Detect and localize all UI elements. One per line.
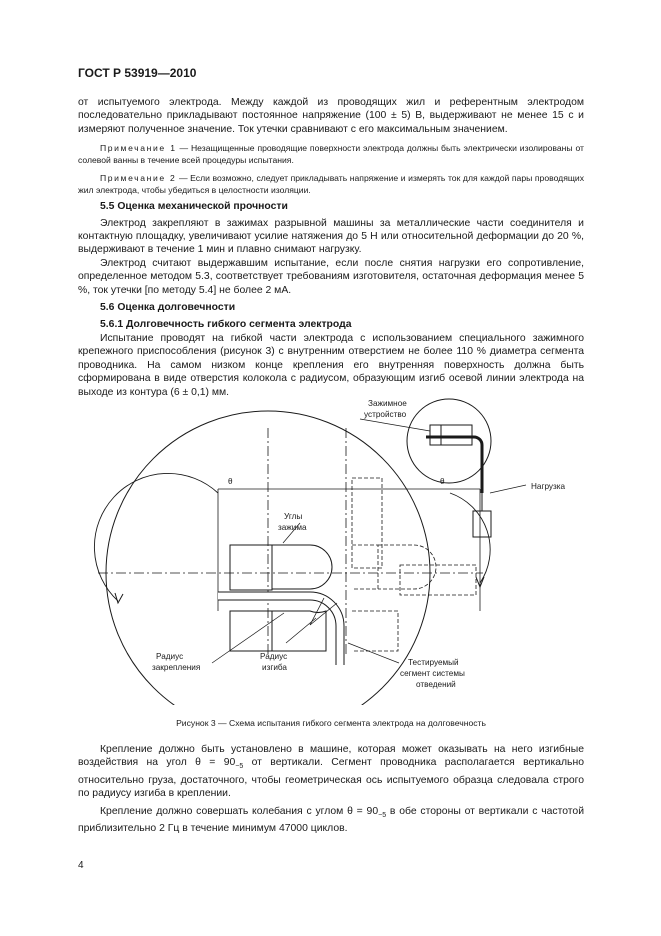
note-1-text: — Незащищенные проводящие поверхности электрода должны быть электрически изолированы от солевой ванны в течение всей процедуры испытания. [78,143,584,166]
angles-label-l2: зажима [278,523,307,532]
paragraph-after-2-b: в обе стороны от вертикали с частотой приблизительно 2 Гц в течение минимум 47000 циклов. [78,805,584,835]
note-1 [78,142,584,166]
detail-circle [407,399,491,483]
paragraph-5-5-b: Электрод считают выдержавшим испытание, если после снятия нагрузки его сопротивление, определенное методом 5.3, соответствует требованиям изготовителя, остаточная деформация менее 5 %, ток утечки [по методу 5.4] не более 2 мА. [78,257,584,296]
paragraph-5-6-1: Испытание проводят на гибкой части электрода с использованием специального зажимного крепежного приспособления (рисунок 3) с внутренним отверстием не более 110 % диаметра сегмента проводника. На самом низком конце крепления его внутренняя поверхность должна быть сформирована в виде отверстия колокола с радиусом, образующим изгиб осевой линии электрода на выходе из контура (6 ± 0,1) мм. [78,332,584,398]
dashed-block-4 [352,611,398,651]
leader-load [490,485,526,493]
angles-label-l1: Углы [284,512,303,521]
angle-arc-right [450,493,490,583]
clamp-label-l1: Зажимное [368,399,407,408]
page-number: 4 [78,860,84,871]
load-label: Нагрузка [531,482,566,491]
clamp-upper-block [230,545,272,590]
fix-radius-label-l2: закрепления [152,663,201,672]
heading-5-6: 5.6 Оценка долговечности [100,302,236,314]
paragraph-after-2-a: Крепление должно совершать колебания с углом θ = 90 [100,805,379,817]
leader-clamp [360,419,430,431]
paragraph-after-1-a: Крепление должно быть установлено в машине, которая может оказывать на него изгибные воздействия на угол θ = 90 [78,744,584,769]
paragraph-after-1 [78,743,584,801]
note-2-text: — Если возможно, следует прикладывать напряжение и измерять ток для каждой пары проводящих жил электрода, чтобы убедиться в целостности изоляции. [78,173,585,196]
figure-3 [78,393,584,705]
tolerance-sub-2: −5 [378,811,387,819]
dashed-block-3 [400,565,476,595]
note-2 [78,172,584,196]
bend-radius-label-l2: изгиба [262,663,287,672]
dashed-block-1 [352,478,382,568]
note-1-label: Примечание 1 [100,143,177,154]
figure-3-diagram [78,393,584,705]
dashed-block-2 [352,545,378,589]
load-weight [473,511,491,537]
clamp-label-l2: устройство [364,410,407,419]
segment-label-l1: Тестируемый [408,658,459,667]
clamp-lower-block [230,611,272,651]
main-text [78,96,584,399]
theta-right-label: θ [440,477,445,486]
dashed-jaw-right [378,545,436,589]
text-after-figure [78,743,584,836]
angle-arc-left [94,473,218,601]
fix-radius-label-l1: Радиус [156,652,184,661]
note-2-label: Примечание 2 [100,173,177,184]
detail-clamp-block [430,425,472,445]
leader-bend-radius [286,618,316,643]
paragraph-after-2 [78,805,584,836]
clamp-lower-jaw [272,611,326,651]
paragraph-intro: от испытуемого электрода. Между каждой из проводящих жил и референтным электродом последовательно прикладывают постоянное напряжение (100 ± 5) В, выдерживают не менее 15 с и измеряют полученное значение. Ток утечки сравнивают с его максимальным значением. [78,97,584,135]
clamp-upper-jaw [272,545,332,589]
tolerance-sub-1: −5 [235,763,244,771]
paragraph-after-1-b: от вертикали. Сегмент проводника располагается вертикально относительно груза, достаточного, чтобы геометрическая ось испытуемого образца следовала строго по радиусу изгиба в креплении. [78,757,584,800]
heading-5-5: 5.5 Оценка механической прочности [100,201,288,213]
paragraph-5-5-a: Электрод закрепляют в зажимах разрывной машины за металлические части соединителя и контактную площадку, увеличивают усилие натяжения до 5 Н или относительной деформации до 20 %, выдерживают в течение 1 мин и плавно снимают нагрузку. [78,217,584,256]
leader-segment [348,643,399,663]
bend-radius-label-l1: Радиус [260,652,288,661]
theta-left-label: θ [228,477,233,486]
segment-label-l2: сегмент системы [400,669,465,678]
arrow-left [115,593,123,603]
document-code: ГОСТ Р 53919—2010 [78,66,197,80]
heading-5-6-1: 5.6.1 Долговечность гибкого сегмента электрода [100,319,352,331]
segment-label-l3: отведений [416,680,456,689]
figure-caption: Рисунок 3 — Схема испытания гибкого сегмента электрода на долговечность [176,718,486,728]
